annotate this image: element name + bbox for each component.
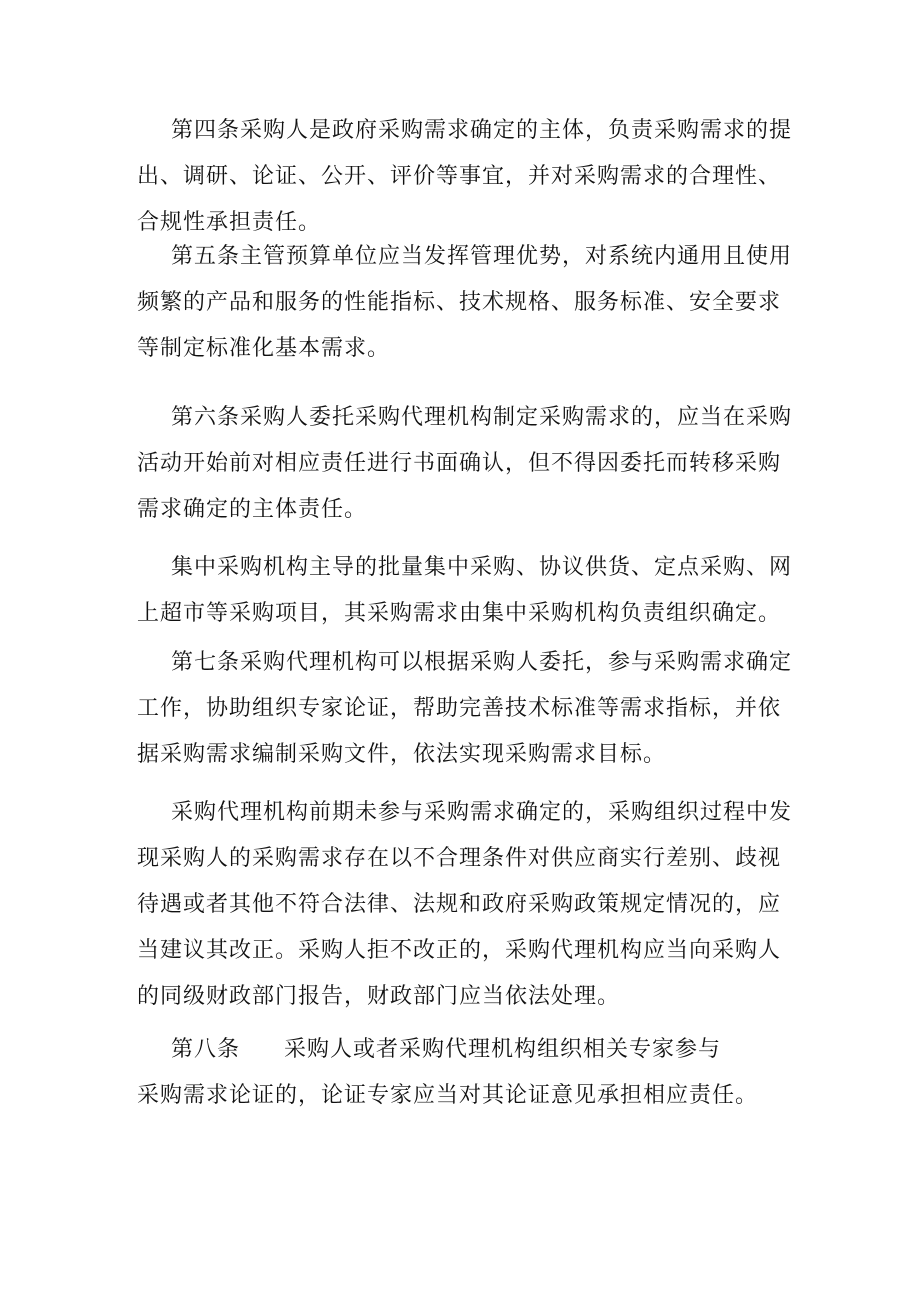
article-8-line1-text: 采购人或者采购代理机构组织相关专家参与 — [284, 1037, 722, 1062]
article-8-first-line — [137, 1027, 797, 1073]
paragraph-article-8 — [137, 1027, 797, 1119]
article-8-heading: 第八条 — [171, 1037, 241, 1062]
paragraph-article-4: 第四条采购人是政府采购需求确定的主体，负责采购需求的提出、调研、论证、公开、评价等事宜，并对采购需求的合理性、合规性承担责任。 — [137, 118, 793, 235]
paragraph-article-7: 第七条采购代理机构可以根据采购人委托，参与采购需求确定工作，协助组织专家论证，帮助完善技术标准等需求指标，并依据采购需求编制采购文件，依法实现采购需求目标。 — [137, 650, 793, 767]
paragraph-article-5: 第五条主管预算单位应当发挥管理优势，对系统内通用且使用频繁的产品和服务的性能指标、技术规格、服务标准、安全要求等制定标准化基本需求。 — [137, 244, 793, 361]
paragraph-centralized-procurement: 集中采购机构主导的批量集中采购、协议供货、定点采购、网上超市等采购项目，其采购需求由集中采购机构负责组织确定。 — [137, 555, 793, 626]
article-8-second-line: 采购需求论证的，论证专家应当对其论证意见承担相应责任。 — [137, 1083, 759, 1108]
paragraph-agency-obligations: 采购代理机构前期未参与采购需求确定的，采购组织过程中发现采购人的采购需求存在以不合理条件对供应商实行差别、歧视待遇或者其他不符合法律、法规和政府采购政策规定情况的，应当建议其改正。采购人拒不改正的，采购代理机构应当向采购人的同级财政部门报告，财政部门应当依法处理。 — [137, 800, 793, 1009]
paragraph-article-6: 第六条采购人委托采购代理机构制定采购需求的，应当在采购活动开始前对相应责任进行书面确认，但不得因委托而转移采购需求确定的主体责任。 — [137, 405, 793, 522]
